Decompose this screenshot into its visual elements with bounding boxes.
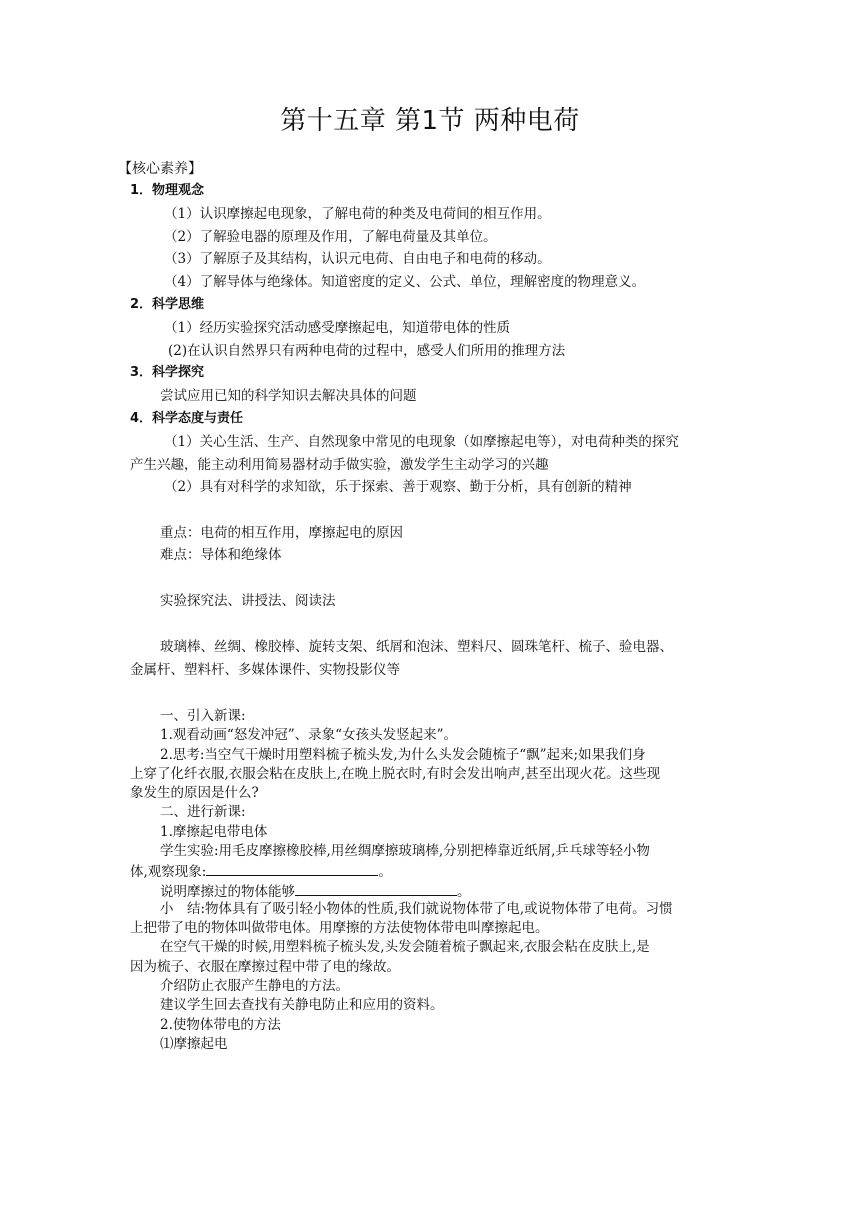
teaching-methods: 实验探究法、讲授法、阅读法 [160,593,336,609]
process-p7-text: 说明摩擦过的物体能够 [160,884,295,900]
section-3-title: 3．科学探究 [130,365,205,380]
core-literacy-heading: 【核心素养】 [118,161,202,177]
process-p7-end: 。 [457,884,471,900]
section-4-title: 4．科学态度与责任 [130,411,244,426]
s4-item-2: （2）具有对科学的求知欲，乐于探索、善于观察、勤于分析，具有创新的精神 [164,479,632,495]
s2-item-2: (2)在认识自然界只有两种电荷的过程中，感受人们所用的推理方法 [168,343,566,359]
process-p11: 建议学生回去查找有关静电防止和应用的资料。 [160,997,444,1013]
s4-item-1-line-2: 产生兴趣，能主动利用简易器材动手做实验，激发学生主动学习的兴趣 [130,457,549,473]
process-p2: 1.观看动画“怒发冲冠”、录象“女孩头发竖起来”。 [160,727,457,743]
process-p12: 2.使物体带电的方法 [160,1017,281,1033]
process-p8-line-1: 小 结:物体具有了吸引轻小物体的性质,我们就说物体带了电,或说物体带了电荷。习惯 [160,901,673,917]
process-p8-line-2: 上把带了电的物体叫做带电体。用摩擦的方法使物体带电叫摩擦起电。 [130,920,549,936]
process-p13: ⑴摩擦起电 [160,1036,228,1052]
materials-line-1: 玻璃棒、丝绸、橡胶棒、旋转支架、纸屑和泡沫、塑料尺、圆珠笔杆、梳子、验电器、 [160,639,673,655]
observation-blank [206,861,378,876]
process-p6-line-2-end: 。 [378,864,392,880]
process-intro-heading: 一、引入新课: [160,708,246,724]
process-p3-line-1: 2.思考:当空气干燥时用塑料梳子梳头发,为什么头发会随梳子“飘”起来;如果我们身 [160,747,646,763]
page-title: 第十五章 第1节 两种电荷 [280,106,580,136]
process-p9-line-2: 因为梳子、衣服在摩擦过程中带了电的缘故。 [130,959,400,975]
process-p6-line-2-text: 体,观察现象: [130,864,207,880]
process-new-lesson-heading: 二、进行新课: [160,804,246,820]
section-1-title: 1．物理观念 [130,183,205,198]
s2-item-1: （1）经历实验探究活动感受摩擦起电，知道带电体的性质 [164,320,511,336]
process-p9-line-1: 在空气干燥的时候,用塑料梳子梳头发,头发会随着梳子飘起来,衣服会粘在皮肤上,是 [160,939,650,955]
s4-item-1-line-1: （1）关心生活、生产、自然现象中常见的电现象（如摩擦起电等），对电荷种类的探究 [164,434,679,450]
process-p6-line-1: 学生实验:用毛皮摩擦橡胶棒,用丝绸摩擦玻璃棒,分别把棒靠近纸屑,乒乓球等轻小物 [160,843,650,859]
process-p7 [160,881,471,901]
section-2-title: 2．科学思维 [130,297,205,312]
s1-item-3: （3）了解原子及其结构，认识元电荷、自由电子和电荷的移动。 [164,251,551,267]
s1-item-4: （4）了解导体与绝缘体。知道密度的定义、公式、单位，理解密度的物理意义。 [164,274,646,290]
explanation-blank [295,881,457,896]
s1-item-2: （2）了解验电器的原理及作用，了解电荷量及其单位。 [164,229,497,245]
difficulty-text: 难点：导体和绝缘体 [160,547,282,563]
s1-item-1: （1）认识摩擦起电现象，了解电荷的种类及电荷间的相互作用。 [164,206,551,222]
process-p3-line-3: 象发生的原因是什么? [130,785,259,801]
process-p10: 介绍防止衣服产生静电的方法。 [160,978,349,994]
s3-text: 尝试应用已知的科学知识去解决具体的问题 [160,388,417,404]
focus-text: 重点：电荷的相互作用，摩擦起电的原因 [160,525,403,541]
process-p5: 1.摩擦起电带电体 [160,824,268,840]
process-p6-line-2 [130,861,392,881]
materials-line-2: 金属杆、塑料杆、多媒体课件、实物投影仪等 [130,662,400,678]
process-p3-line-2: 上穿了化纤衣服,衣服会粘在皮肤上,在晚上脱衣时,有时会发出响声,甚至出现火花。这些现 [130,766,661,782]
